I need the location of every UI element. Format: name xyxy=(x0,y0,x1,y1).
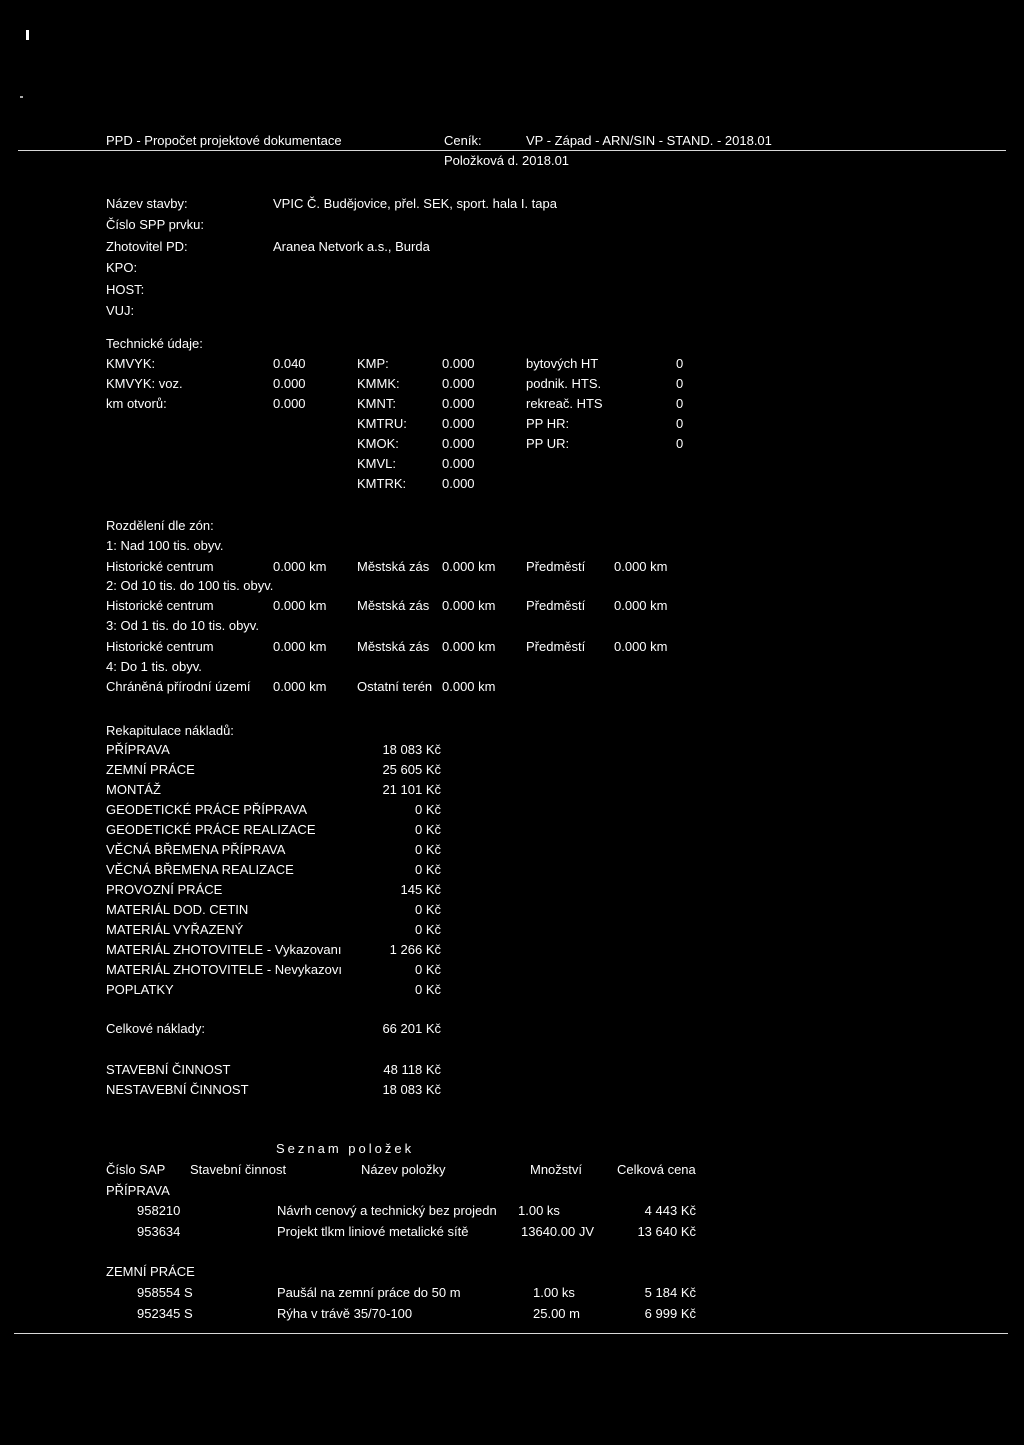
scan-mark xyxy=(20,96,23,98)
recap-label: MATERIÁL DOD. CETIN xyxy=(106,902,249,917)
tech-value: 0.000 xyxy=(442,376,475,391)
item-mnozstvi: 1.00 ks xyxy=(518,1203,560,1218)
zone-value: 0.000 km xyxy=(442,598,496,613)
tech-label: km otvorů: xyxy=(106,396,167,411)
item-mnozstvi: 13640.00 JV xyxy=(521,1224,595,1239)
recap-label: PŘÍPRAVA xyxy=(106,742,170,757)
tech-label: KMTRK: xyxy=(357,476,407,491)
tech-value: 0.040 xyxy=(273,356,306,371)
zone-label: Předměstí xyxy=(526,559,586,574)
tech-label: PP HR: xyxy=(526,416,570,431)
stavebni-label: STAVEBNÍ ČINNOST xyxy=(106,1062,231,1077)
zone-label: Ostatní terén xyxy=(357,679,433,694)
tech-label: KMTRU: xyxy=(357,416,407,431)
stavba-label: Název stavby: xyxy=(106,196,188,211)
tech-value: 0.000 xyxy=(442,396,475,411)
tech-label: bytových HT xyxy=(526,356,599,371)
zone-value: 0.000 km xyxy=(614,639,668,654)
footer-rule xyxy=(14,1333,1008,1334)
recap-label: MATERIÁL ZHOTOVITELE - Nevykazovı xyxy=(106,962,342,977)
recap-label: MATERIÁL ZHOTOVITELE - Vykazovanı xyxy=(106,942,342,957)
tech-label: KMVL: xyxy=(357,456,397,471)
zone-label: Historické centrum xyxy=(106,598,214,613)
recap-value: 25 605 Kč xyxy=(382,762,441,777)
scan-mark xyxy=(26,30,29,40)
zones-title: Rozdělení dle zón: xyxy=(106,518,214,533)
cenik-value: VP - Západ - ARN/SIN - STAND. - 2018.01 xyxy=(526,133,772,148)
item-cena: 4 443 Kč xyxy=(644,1203,696,1218)
header-rule xyxy=(18,150,1006,151)
col-header-cena: Celková cena xyxy=(617,1162,696,1177)
item-nazev: Paušál na zemní práce do 50 m xyxy=(277,1285,461,1300)
zone-label: Předměstí xyxy=(526,598,586,613)
tech-value: 0 xyxy=(676,356,684,371)
zone-heading: 1: Nad 100 tis. obyv. xyxy=(106,538,224,553)
item-cena: 13 640 Kč xyxy=(637,1224,696,1239)
recap-label: POPLATKY xyxy=(106,982,174,997)
zone-label: Chráněná přírodní území xyxy=(106,679,251,694)
item-mnozstvi: 25.00 m xyxy=(533,1306,580,1321)
tech-label: KMVYK: voz. xyxy=(106,376,183,391)
zone-label: Městská zás xyxy=(357,598,430,613)
tech-label: PP UR: xyxy=(526,436,570,451)
tech-value: 0 xyxy=(676,436,684,451)
zhotovitel-value: Aranea Netvork a.s., Burda xyxy=(273,239,430,254)
tech-label: rekreač. HTS xyxy=(526,396,603,411)
zone-value: 0.000 km xyxy=(442,559,496,574)
zone-value: 0.000 km xyxy=(273,639,327,654)
spp-label: Číslo SPP prvku: xyxy=(106,217,205,232)
item-sap: 953634 xyxy=(137,1224,181,1239)
recap-label: ZEMNÍ PRÁCE xyxy=(106,762,195,777)
item-sap: 958210 xyxy=(137,1203,181,1218)
tech-value: 0.000 xyxy=(273,396,306,411)
zone-value: 0.000 km xyxy=(614,559,668,574)
stavba-value: VPIC Č. Budějovice, přel. SEK, sport. hala I. tapa xyxy=(273,196,557,211)
recap-label: VĚCNÁ BŘEMENA REALIZACE xyxy=(106,862,294,877)
col-header-cinnost: Stavební činnost xyxy=(190,1162,287,1177)
recap-value: 0 Kč xyxy=(414,822,441,837)
recap-label: VĚCNÁ BŘEMENA PŘÍPRAVA xyxy=(106,842,286,857)
recap-label: PROVOZNÍ PRÁCE xyxy=(106,882,223,897)
recap-value: 21 101 Kč xyxy=(382,782,441,797)
nestavebni-label: NESTAVEBNÍ ČINNOST xyxy=(106,1082,249,1097)
zone-heading: 4: Do 1 tis. obyv. xyxy=(106,659,202,674)
total-label: Celkové náklady: xyxy=(106,1021,205,1036)
item-nazev: Návrh cenový a technický bez projedn xyxy=(277,1203,497,1218)
item-sap: 958554 S xyxy=(137,1285,193,1300)
zone-heading: 3: Od 1 tis. do 10 tis. obyv. xyxy=(106,618,259,633)
stavebni-value: 48 118 Kč xyxy=(383,1062,441,1077)
zone-heading: 2: Od 10 tis. do 100 tis. obyv. xyxy=(106,578,274,593)
tech-label: podnik. HTS. xyxy=(526,376,602,391)
zhotovitel-label: Zhotovitel PD: xyxy=(106,239,188,254)
col-header-sap: Číslo SAP xyxy=(106,1162,166,1177)
tech-value: 0.000 xyxy=(442,436,475,451)
col-header-mnozstvi: Množství xyxy=(530,1162,583,1177)
zone-label: Historické centrum xyxy=(106,559,214,574)
vuj-label: VUJ: xyxy=(106,303,135,318)
tech-value: 0 xyxy=(676,396,684,411)
zone-value: 0.000 km xyxy=(614,598,668,613)
zone-value: 0.000 km xyxy=(273,679,327,694)
recap-label: GEODETICKÉ PRÁCE PŘÍPRAVA xyxy=(106,802,308,817)
nestavebni-value: 18 083 Kč xyxy=(382,1082,441,1097)
kpo-label: KPO: xyxy=(106,260,138,275)
group-heading: PŘÍPRAVA xyxy=(106,1183,170,1198)
zone-value: 0.000 km xyxy=(442,639,496,654)
recap-value: 0 Kč xyxy=(414,982,441,997)
zone-label: Předměstí xyxy=(526,639,586,654)
tech-label: KMMK: xyxy=(357,376,400,391)
tech-value: 0.000 xyxy=(442,416,475,431)
recap-value: 0 Kč xyxy=(414,802,441,817)
recap-value: 0 Kč xyxy=(414,842,441,857)
tech-title: Technické údaje: xyxy=(106,336,203,351)
zone-value: 0.000 km xyxy=(273,598,327,613)
zone-label: Městská zás xyxy=(357,559,430,574)
document-title: PPD - Propočet projektové dokumentace xyxy=(106,133,342,148)
item-mnozstvi: 1.00 ks xyxy=(533,1285,575,1300)
recap-title: Rekapitulace nákladů: xyxy=(106,723,234,738)
recap-value: 1 266 Kč xyxy=(389,942,441,957)
recap-value: 0 Kč xyxy=(414,962,441,977)
tech-label: KMNT: xyxy=(357,396,396,411)
cenik-label: Ceník: xyxy=(444,133,482,148)
item-nazev: Projekt tlkm liniové metalické sítě xyxy=(277,1224,469,1239)
tech-value: 0.000 xyxy=(442,456,475,471)
recap-value: 145 Kč xyxy=(400,882,441,897)
tech-value: 0.000 xyxy=(442,356,475,371)
tech-label: KMOK: xyxy=(357,436,399,451)
tech-value: 0 xyxy=(676,376,684,391)
item-cena: 5 184 Kč xyxy=(644,1285,696,1300)
tech-value: 0.000 xyxy=(273,376,306,391)
zone-value: 0.000 km xyxy=(273,559,327,574)
tech-value: 0.000 xyxy=(442,476,475,491)
recap-value: 0 Kč xyxy=(414,902,441,917)
recap-label: GEODETICKÉ PRÁCE REALIZACE xyxy=(106,822,316,837)
zone-value: 0.000 km xyxy=(442,679,496,694)
tech-label: KMVYK: xyxy=(106,356,156,371)
zone-label: Historické centrum xyxy=(106,639,214,654)
item-nazev: Rýha v trávě 35/70-100 xyxy=(277,1306,413,1321)
recap-value: 18 083 Kč xyxy=(382,742,441,757)
tech-label: KMP: xyxy=(357,356,389,371)
group-heading: ZEMNÍ PRÁCE xyxy=(106,1264,195,1279)
tech-value: 0 xyxy=(676,416,684,431)
zone-label: Městská zás xyxy=(357,639,430,654)
recap-label: MONTÁŽ xyxy=(106,782,161,797)
item-sap: 952345 S xyxy=(137,1306,193,1321)
recap-value: 0 Kč xyxy=(414,922,441,937)
total-value: 66 201 Kč xyxy=(382,1021,441,1036)
item-cena: 6 999 Kč xyxy=(644,1306,696,1321)
host-label: HOST: xyxy=(106,282,145,297)
recap-value: 0 Kč xyxy=(414,862,441,877)
col-header-nazev: Název položky xyxy=(361,1162,446,1177)
recap-label: MATERIÁL VYŘAZENÝ xyxy=(106,922,244,937)
cenik-sub: Položková d. 2018.01 xyxy=(444,153,570,168)
items-title: Seznam položek xyxy=(276,1141,415,1156)
